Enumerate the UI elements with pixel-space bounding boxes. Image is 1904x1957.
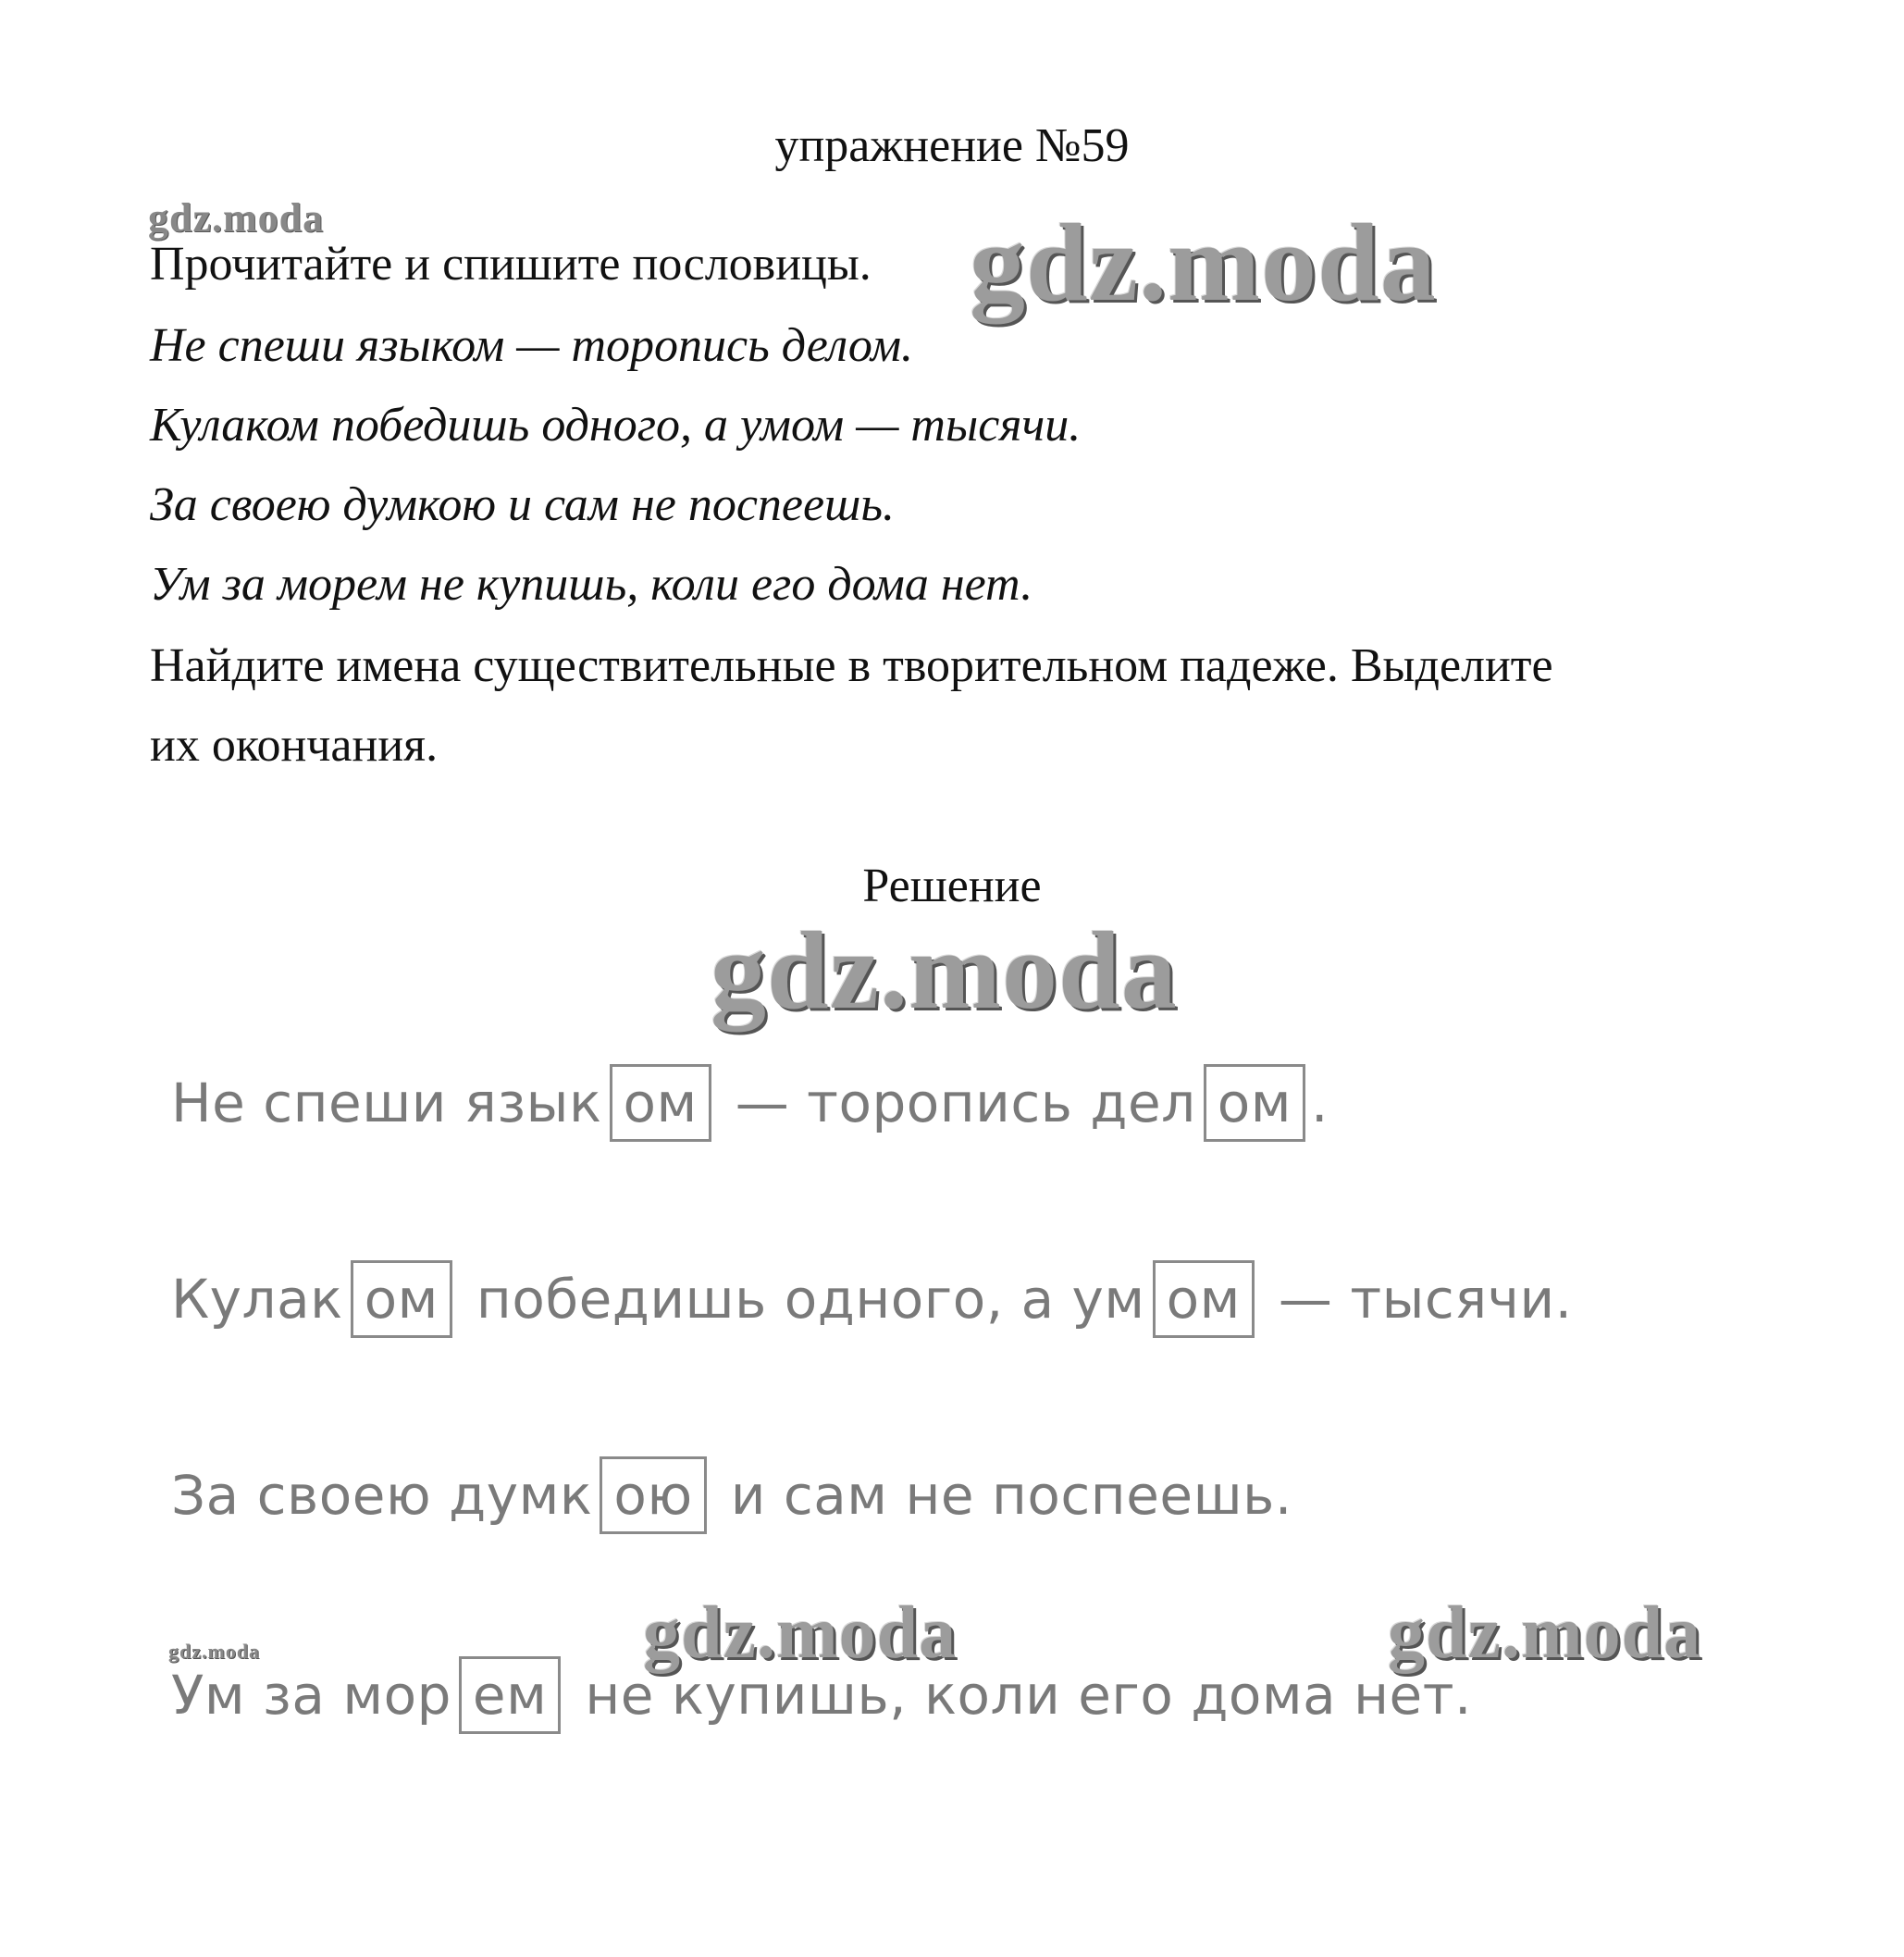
ending-box: ом (610, 1064, 711, 1142)
answer-text: — тысячи. (1278, 1268, 1573, 1331)
answer-text: победишь одного, а ум (476, 1268, 1145, 1331)
ending-box: ою (600, 1456, 706, 1534)
proverb-2: Кулаком победишь одного, а умом — тысячи. (150, 399, 1082, 452)
answer-text: — торопись дел (735, 1071, 1196, 1134)
proverb-4: Ум за морем не купишь, коли его дома нет. (150, 558, 1033, 611)
answer-text: За своею думк (171, 1464, 593, 1527)
instruction-line-1: Найдите имена существительные в творительном падеже. Выделите (150, 639, 1553, 692)
task-text: Прочитайте и спишите пословицы. (150, 238, 872, 291)
answer-line-4 (171, 1656, 1472, 1734)
exercise-title: упражнение №59 (774, 119, 1130, 172)
answer-text: . (1311, 1071, 1329, 1134)
answer-line-3 (171, 1456, 1292, 1534)
answer-text: не купишь, коли его дома нет. (585, 1664, 1472, 1727)
watermark-tiny: gdz.moda (168, 1640, 261, 1663)
answer-text: Не спеши язык (171, 1071, 602, 1134)
watermark-bottom-left: gdz.moda (643, 1592, 958, 1674)
answer-text: и сам не поспеешь. (730, 1464, 1292, 1527)
ending-box: ом (1153, 1260, 1255, 1338)
solution-title: Решение (862, 860, 1042, 912)
watermark-bottom-right: gdz.moda (1388, 1592, 1702, 1674)
answer-text: Кулак (171, 1268, 343, 1331)
answer-line-1 (171, 1064, 1329, 1142)
ending-box: ем (459, 1656, 561, 1734)
answer-text: Ум за мор (171, 1664, 451, 1727)
proverb-1: Не спеши языком — торопись делом. (150, 319, 914, 372)
watermark-solution: gdz.moda (711, 909, 1178, 1032)
ending-box: ом (1204, 1064, 1305, 1142)
answer-line-2 (171, 1260, 1573, 1338)
watermark-small-top: gdz.moda (148, 195, 325, 241)
watermark-header: gdz.moda (970, 201, 1437, 324)
proverb-3: За своею думкою и сам не поспеешь. (150, 478, 896, 531)
ending-box: ом (351, 1260, 452, 1338)
instruction-line-2: их окончания. (150, 719, 439, 772)
